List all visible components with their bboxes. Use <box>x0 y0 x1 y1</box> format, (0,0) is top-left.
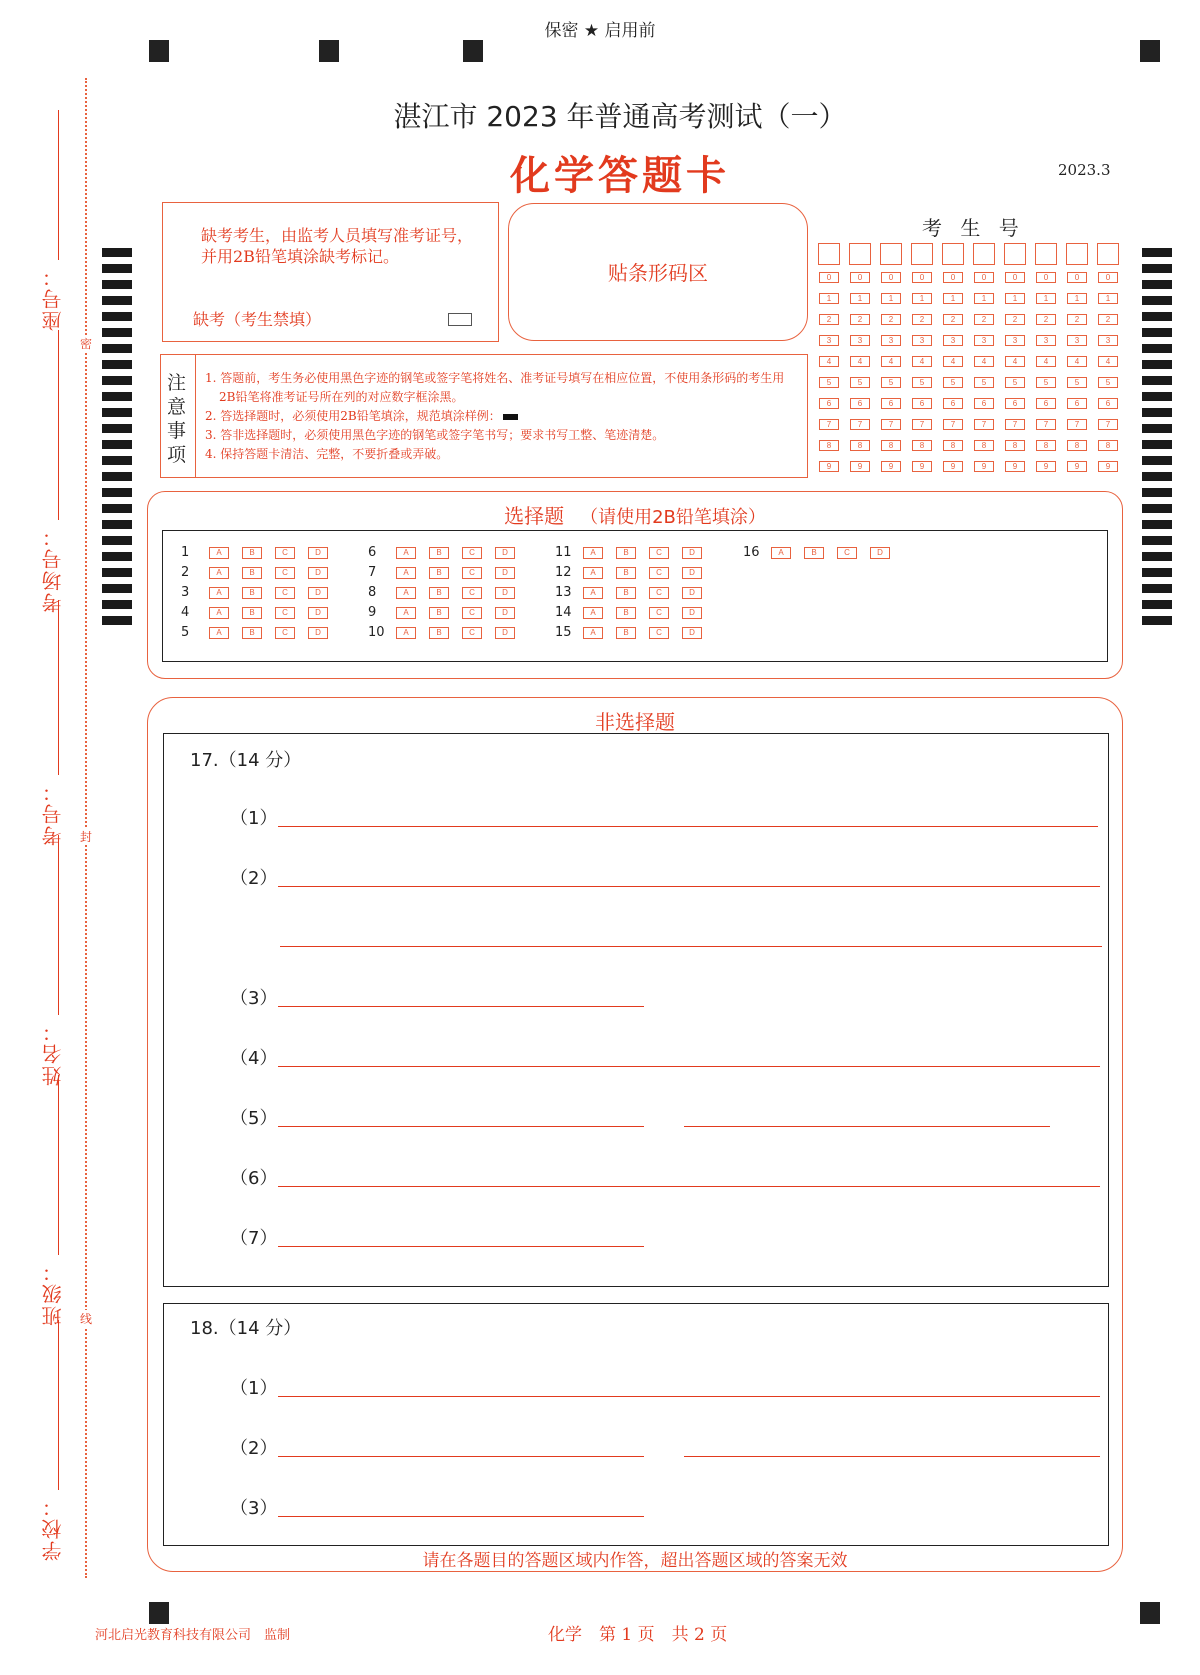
q17-part-2: （2） <box>230 868 278 889</box>
choice-grid-frame <box>162 530 1108 662</box>
option-bubble[interactable]: B <box>616 567 636 579</box>
digit-bubble[interactable]: 7 <box>943 419 963 430</box>
question-number: 12 <box>555 565 572 580</box>
q17-part-3: （3） <box>230 988 278 1009</box>
option-bubble[interactable]: D <box>308 567 328 579</box>
digit-bubble[interactable]: 7 <box>912 419 932 430</box>
digit-bubble[interactable]: 5 <box>819 377 839 388</box>
choice-question-row <box>555 585 715 600</box>
seal-mark: 密 <box>80 337 93 351</box>
nonchoice-title: 非选择题 <box>595 710 675 734</box>
registration-mark <box>1140 1602 1160 1624</box>
digit-bubble[interactable]: 0 <box>974 272 994 283</box>
option-bubble[interactable]: A <box>771 547 791 559</box>
question-number: 2 <box>181 565 190 580</box>
digit-bubble[interactable]: 9 <box>1036 461 1056 472</box>
digit-bubble[interactable]: 2 <box>1098 314 1118 325</box>
exam-title: 湛江市 2023 年普通高考测试（一） <box>393 100 847 133</box>
digit-bubble[interactable]: 9 <box>881 461 901 472</box>
digit-bubble[interactable]: 7 <box>881 419 901 430</box>
digit-bubble[interactable]: 9 <box>1005 461 1025 472</box>
digit-bubble[interactable]: 0 <box>1067 272 1087 283</box>
option-bubble[interactable]: C <box>462 627 482 639</box>
choice-question-row <box>555 605 715 620</box>
question-number: 11 <box>555 545 572 560</box>
question-number: 14 <box>555 605 572 620</box>
candidate-number-grid <box>818 243 1128 475</box>
digit-bubble[interactable]: 9 <box>974 461 994 472</box>
side-rule <box>58 600 59 775</box>
question-number: 9 <box>368 605 377 620</box>
option-bubble[interactable]: D <box>495 587 515 599</box>
q18-part-1: （1） <box>230 1378 278 1399</box>
digit-bubble[interactable]: 4 <box>912 356 932 367</box>
question-number: 15 <box>555 625 572 640</box>
absent-instruction: 缺考考生，由监考人员填写准考证号，并用2B铅笔填涂缺考标记。 <box>201 226 474 266</box>
option-bubble[interactable]: C <box>649 587 669 599</box>
q17-part-1: （1） <box>230 808 278 829</box>
choice-question-row <box>181 625 341 640</box>
digit-bubble[interactable]: 0 <box>819 272 839 283</box>
digit-bubble[interactable]: 4 <box>850 356 870 367</box>
digit-bubble[interactable]: 8 <box>1005 440 1025 451</box>
option-bubble[interactable]: B <box>242 627 262 639</box>
side-rule <box>58 1320 59 1490</box>
digit-bubble[interactable]: 7 <box>819 419 839 430</box>
option-bubble[interactable]: C <box>462 567 482 579</box>
question-number: 3 <box>181 585 190 600</box>
option-bubble[interactable]: C <box>649 547 669 559</box>
digit-bubble[interactable]: 2 <box>1005 314 1025 325</box>
choice-question-row <box>368 585 528 600</box>
candidate-number-write-box[interactable] <box>973 243 995 265</box>
candidate-number-column <box>1035 243 1057 482</box>
digit-bubble[interactable]: 0 <box>912 272 932 283</box>
digit-bubble[interactable]: 0 <box>1098 272 1118 283</box>
choice-section <box>147 491 1123 679</box>
option-bubble[interactable]: A <box>583 587 603 599</box>
answer-line[interactable] <box>278 1186 1100 1187</box>
choice-question-row <box>368 625 528 640</box>
option-bubble[interactable]: B <box>242 547 262 559</box>
candidate-number-write-box[interactable] <box>911 243 933 265</box>
digit-bubble[interactable]: 1 <box>943 293 963 304</box>
option-bubble[interactable]: B <box>242 587 262 599</box>
digit-bubble[interactable]: 4 <box>1098 356 1118 367</box>
choice-question-row <box>181 585 341 600</box>
option-bubble[interactable]: C <box>649 567 669 579</box>
option-bubble[interactable]: D <box>495 627 515 639</box>
answer-line[interactable] <box>684 1456 1100 1457</box>
option-bubble[interactable]: C <box>649 607 669 619</box>
digit-bubble[interactable]: 9 <box>819 461 839 472</box>
question-number: 8 <box>368 585 377 600</box>
digit-bubble[interactable]: 4 <box>1005 356 1025 367</box>
digit-bubble[interactable]: 5 <box>1005 377 1025 388</box>
digit-bubble[interactable]: 5 <box>850 377 870 388</box>
option-bubble[interactable]: A <box>583 567 603 579</box>
digit-bubble[interactable]: 6 <box>912 398 932 409</box>
choice-question-row <box>368 545 528 560</box>
choice-question-row <box>555 625 715 640</box>
option-bubble[interactable]: A <box>583 627 603 639</box>
registration-mark <box>149 40 169 62</box>
option-bubble[interactable]: C <box>275 587 295 599</box>
side-rule <box>58 1075 59 1255</box>
q18-part-3: （3） <box>230 1498 278 1519</box>
answer-line[interactable] <box>278 1516 644 1517</box>
digit-bubble[interactable]: 4 <box>881 356 901 367</box>
digit-bubble[interactable]: 3 <box>974 335 994 346</box>
page-info: 化学 第 1 页 共 2 页 <box>548 1625 728 1645</box>
question-number: 13 <box>555 585 572 600</box>
answer-line[interactable] <box>278 1066 1100 1067</box>
candidate-number-write-box[interactable] <box>849 243 871 265</box>
candidate-number-title: 考 生 号 <box>922 216 1025 240</box>
option-bubble[interactable]: C <box>275 547 295 559</box>
digit-bubble[interactable]: 0 <box>1036 272 1056 283</box>
digit-bubble[interactable]: 2 <box>1067 314 1087 325</box>
digit-bubble[interactable]: 9 <box>1098 461 1118 472</box>
question-number: 10 <box>368 625 385 640</box>
option-bubble[interactable]: C <box>837 547 857 559</box>
digit-bubble[interactable]: 6 <box>1067 398 1087 409</box>
candidate-number-column <box>911 243 933 482</box>
digit-bubble[interactable]: 1 <box>974 293 994 304</box>
digit-bubble[interactable]: 2 <box>912 314 932 325</box>
digit-bubble[interactable]: 2 <box>943 314 963 325</box>
digit-bubble[interactable]: 7 <box>1098 419 1118 430</box>
candidate-number-column <box>818 243 840 482</box>
question-number: 4 <box>181 605 190 620</box>
option-bubble[interactable]: A <box>209 587 229 599</box>
question-18-label: 18.（14 分） <box>190 1318 302 1339</box>
option-bubble[interactable]: B <box>616 587 636 599</box>
digit-bubble[interactable]: 6 <box>881 398 901 409</box>
question-number: 7 <box>368 565 377 580</box>
answer-line[interactable] <box>278 1396 1100 1397</box>
digit-bubble[interactable]: 1 <box>1067 293 1087 304</box>
choice-question-row <box>181 565 341 580</box>
option-bubble[interactable]: D <box>495 567 515 579</box>
digit-bubble[interactable]: 7 <box>974 419 994 430</box>
option-bubble[interactable]: A <box>396 627 416 639</box>
seal-mark: 封 <box>80 830 93 844</box>
side-rule <box>58 835 59 1015</box>
digit-bubble[interactable]: 3 <box>1005 335 1025 346</box>
digit-bubble[interactable]: 4 <box>943 356 963 367</box>
timing-marks-right <box>1142 248 1172 632</box>
candidate-number-write-box[interactable] <box>942 243 964 265</box>
digit-bubble[interactable]: 9 <box>850 461 870 472</box>
question-17-label: 17.（14 分） <box>190 750 302 771</box>
digit-bubble[interactable]: 0 <box>881 272 901 283</box>
digit-bubble[interactable]: 1 <box>1098 293 1118 304</box>
option-bubble[interactable]: B <box>429 627 449 639</box>
school-label: 学校： <box>41 1495 65 1561</box>
digit-bubble[interactable]: 3 <box>1067 335 1087 346</box>
digit-bubble[interactable]: 8 <box>881 440 901 451</box>
candidate-number-column <box>849 243 871 482</box>
digit-bubble[interactable]: 1 <box>819 293 839 304</box>
candidate-number-write-box[interactable] <box>1097 243 1119 265</box>
option-bubble[interactable]: C <box>275 627 295 639</box>
question-number: 1 <box>181 545 190 560</box>
candidate-number-column <box>942 243 964 482</box>
digit-bubble[interactable]: 1 <box>850 293 870 304</box>
choice-question-row <box>368 605 528 620</box>
candidate-number-column <box>880 243 902 482</box>
side-rule <box>58 110 59 260</box>
digit-bubble[interactable]: 2 <box>974 314 994 325</box>
digit-bubble[interactable]: 4 <box>1036 356 1056 367</box>
choice-question-row <box>555 565 715 580</box>
digit-bubble[interactable]: 5 <box>1098 377 1118 388</box>
publisher: 河北启光教育科技有限公司 监制 <box>95 1628 291 1643</box>
barcode-label: 贴条形码区 <box>608 261 708 285</box>
option-bubble[interactable]: D <box>682 567 702 579</box>
q17-part-6: （6） <box>230 1168 278 1189</box>
candidate-number-write-box[interactable] <box>1066 243 1088 265</box>
choice-question-row <box>743 545 903 560</box>
option-bubble[interactable]: B <box>616 607 636 619</box>
question-number: 5 <box>181 625 190 640</box>
candidate-number-write-box[interactable] <box>1035 243 1057 265</box>
digit-bubble[interactable]: 7 <box>1005 419 1025 430</box>
absent-mark-label: 缺考（考生禁填） <box>193 310 322 329</box>
digit-bubble[interactable]: 6 <box>819 398 839 409</box>
option-bubble[interactable]: B <box>429 587 449 599</box>
name-label: 姓名： <box>41 1020 65 1086</box>
choice-title: 选择题 （请使用2B铅笔填涂） <box>504 504 766 528</box>
digit-bubble[interactable]: 2 <box>881 314 901 325</box>
digit-bubble[interactable]: 8 <box>974 440 994 451</box>
option-bubble[interactable]: B <box>429 547 449 559</box>
exam-number-label: 考号： <box>41 780 65 846</box>
notice-item: 4. 保持答题卡清洁、完整，不要折叠或弄破。 <box>205 447 449 461</box>
option-bubble[interactable]: D <box>495 607 515 619</box>
exam-date: 2023.3 <box>1058 161 1111 179</box>
option-bubble[interactable]: C <box>462 547 482 559</box>
option-bubble[interactable]: D <box>682 547 702 559</box>
digit-bubble[interactable]: 3 <box>1098 335 1118 346</box>
answer-line[interactable] <box>280 946 1102 947</box>
answer-line[interactable] <box>278 1126 644 1127</box>
q18-part-2: （2） <box>230 1438 278 1459</box>
notice-heading: 注意事项 <box>167 372 187 466</box>
option-bubble[interactable]: D <box>495 547 515 559</box>
option-bubble[interactable]: C <box>275 567 295 579</box>
digit-bubble[interactable]: 9 <box>1067 461 1087 472</box>
notice-item: 2. 答选择题时，必须使用2B铅笔填涂，规范填涂样例： <box>205 407 799 426</box>
candidate-number-column <box>1004 243 1026 482</box>
option-bubble[interactable]: D <box>308 547 328 559</box>
q17-part-5: （5） <box>230 1108 278 1129</box>
option-bubble[interactable]: B <box>242 607 262 619</box>
digit-bubble[interactable]: 5 <box>943 377 963 388</box>
candidate-number-column <box>973 243 995 482</box>
candidate-number-column <box>1066 243 1088 482</box>
option-bubble[interactable]: B <box>804 547 824 559</box>
digit-bubble[interactable]: 7 <box>1067 419 1087 430</box>
digit-bubble[interactable]: 6 <box>850 398 870 409</box>
digit-bubble[interactable]: 8 <box>850 440 870 451</box>
option-bubble[interactable]: B <box>616 547 636 559</box>
digit-bubble[interactable]: 2 <box>850 314 870 325</box>
candidate-number-write-box[interactable] <box>818 243 840 265</box>
timing-marks-left <box>102 248 132 632</box>
choice-question-row <box>555 545 715 560</box>
option-bubble[interactable]: C <box>275 607 295 619</box>
registration-mark <box>149 1602 169 1624</box>
option-bubble[interactable]: D <box>870 547 890 559</box>
option-bubble[interactable]: A <box>209 627 229 639</box>
option-bubble[interactable]: D <box>682 587 702 599</box>
answer-area-warning: 请在各题目的答题区域内作答，超出答题区域的答案无效 <box>422 1551 848 1571</box>
digit-bubble[interactable]: 6 <box>1036 398 1056 409</box>
q17-part-4: （4） <box>230 1048 278 1069</box>
side-rule <box>58 330 59 520</box>
answer-line[interactable] <box>684 1126 1050 1127</box>
digit-bubble[interactable]: 8 <box>943 440 963 451</box>
question-number: 16 <box>743 545 760 560</box>
confidential-notice: 保密 ★ 启用前 <box>544 21 656 41</box>
digit-bubble[interactable]: 5 <box>1067 377 1087 388</box>
option-bubble[interactable]: A <box>396 587 416 599</box>
digit-bubble[interactable]: 6 <box>974 398 994 409</box>
choice-question-row <box>181 605 341 620</box>
digit-bubble[interactable]: 2 <box>1036 314 1056 325</box>
digit-bubble[interactable]: 3 <box>881 335 901 346</box>
choice-question-row <box>181 545 341 560</box>
digit-bubble[interactable]: 7 <box>1036 419 1056 430</box>
option-bubble[interactable]: D <box>682 627 702 639</box>
digit-bubble[interactable]: 6 <box>1098 398 1118 409</box>
option-bubble[interactable]: A <box>396 567 416 579</box>
digit-bubble[interactable]: 9 <box>943 461 963 472</box>
digit-bubble[interactable]: 0 <box>1005 272 1025 283</box>
digit-bubble[interactable]: 5 <box>912 377 932 388</box>
option-bubble[interactable]: C <box>462 587 482 599</box>
class-label: 班级： <box>41 1260 65 1326</box>
digit-bubble[interactable]: 3 <box>850 335 870 346</box>
card-title: 化学答题卡 <box>510 153 730 199</box>
option-bubble[interactable]: A <box>209 547 229 559</box>
digit-bubble[interactable]: 3 <box>912 335 932 346</box>
registration-mark <box>463 40 483 62</box>
option-bubble[interactable]: A <box>396 607 416 619</box>
candidate-number-column <box>1097 243 1119 482</box>
digit-bubble[interactable]: 6 <box>943 398 963 409</box>
option-bubble[interactable]: D <box>682 607 702 619</box>
option-bubble[interactable]: D <box>308 627 328 639</box>
absent-box <box>162 202 499 342</box>
digit-bubble[interactable]: 5 <box>1036 377 1056 388</box>
digit-bubble[interactable]: 8 <box>1067 440 1087 451</box>
option-bubble[interactable]: C <box>462 607 482 619</box>
option-bubble[interactable]: B <box>616 627 636 639</box>
option-bubble[interactable]: C <box>649 627 669 639</box>
registration-mark <box>1140 40 1160 62</box>
answer-line[interactable] <box>278 1006 644 1007</box>
option-bubble[interactable]: B <box>429 567 449 579</box>
digit-bubble[interactable]: 9 <box>912 461 932 472</box>
q17-part-7: （7） <box>230 1228 278 1249</box>
question-17-box <box>163 733 1109 1287</box>
answer-line[interactable] <box>278 1456 644 1457</box>
notice-item: 3. 答非选择题时，必须使用黑色字迹的钢笔或签字笔书写；要求书写工整、笔迹清楚。 <box>205 428 665 442</box>
digit-bubble[interactable]: 0 <box>850 272 870 283</box>
digit-bubble[interactable]: 1 <box>881 293 901 304</box>
option-bubble[interactable]: B <box>429 607 449 619</box>
digit-bubble[interactable]: 8 <box>912 440 932 451</box>
fill-sample <box>503 414 518 420</box>
notice-box <box>160 354 808 478</box>
seat-number-label: 座号： <box>41 265 65 331</box>
digit-bubble[interactable]: 3 <box>819 335 839 346</box>
answer-line[interactable] <box>278 886 1100 887</box>
digit-bubble[interactable]: 5 <box>974 377 994 388</box>
digit-bubble[interactable]: 7 <box>850 419 870 430</box>
option-bubble[interactable]: B <box>242 567 262 579</box>
digit-bubble[interactable]: 3 <box>1036 335 1056 346</box>
answer-line[interactable] <box>278 826 1098 827</box>
candidate-number-write-box[interactable] <box>1004 243 1026 265</box>
option-bubble[interactable]: A <box>209 607 229 619</box>
digit-bubble[interactable]: 0 <box>943 272 963 283</box>
exam-room-label: 考场号： <box>41 525 65 613</box>
digit-bubble[interactable]: 4 <box>819 356 839 367</box>
option-bubble[interactable]: D <box>308 607 328 619</box>
barcode-area <box>508 203 808 341</box>
seal-mark: 线 <box>80 1312 93 1326</box>
digit-bubble[interactable]: 1 <box>1005 293 1025 304</box>
question-number: 6 <box>368 545 377 560</box>
candidate-number-write-box[interactable] <box>880 243 902 265</box>
digit-bubble[interactable]: 1 <box>1036 293 1056 304</box>
option-bubble[interactable]: A <box>583 547 603 559</box>
digit-bubble[interactable]: 8 <box>819 440 839 451</box>
notice-item: 1. 答题前，考生务必使用黑色字迹的钢笔或签字笔将姓名、准考证号填写在相应位置，不使用条形码的考生用2B铅笔将准考证号所在列的对应数字框涂黑。 <box>205 371 785 404</box>
digit-bubble[interactable]: 8 <box>1036 440 1056 451</box>
digit-bubble[interactable]: 6 <box>1005 398 1025 409</box>
digit-bubble[interactable]: 1 <box>912 293 932 304</box>
digit-bubble[interactable]: 8 <box>1098 440 1118 451</box>
question-18-box <box>163 1303 1109 1546</box>
option-bubble[interactable]: A <box>396 547 416 559</box>
digit-bubble[interactable]: 5 <box>881 377 901 388</box>
digit-bubble[interactable]: 3 <box>943 335 963 346</box>
option-bubble[interactable]: A <box>583 607 603 619</box>
answer-line[interactable] <box>278 1246 644 1247</box>
option-bubble[interactable]: D <box>308 587 328 599</box>
digit-bubble[interactable]: 2 <box>819 314 839 325</box>
digit-bubble[interactable]: 4 <box>974 356 994 367</box>
digit-bubble[interactable]: 4 <box>1067 356 1087 367</box>
absent-mark-box[interactable] <box>448 313 472 326</box>
choice-question-row <box>368 565 528 580</box>
option-bubble[interactable]: A <box>209 567 229 579</box>
registration-mark <box>319 40 339 62</box>
